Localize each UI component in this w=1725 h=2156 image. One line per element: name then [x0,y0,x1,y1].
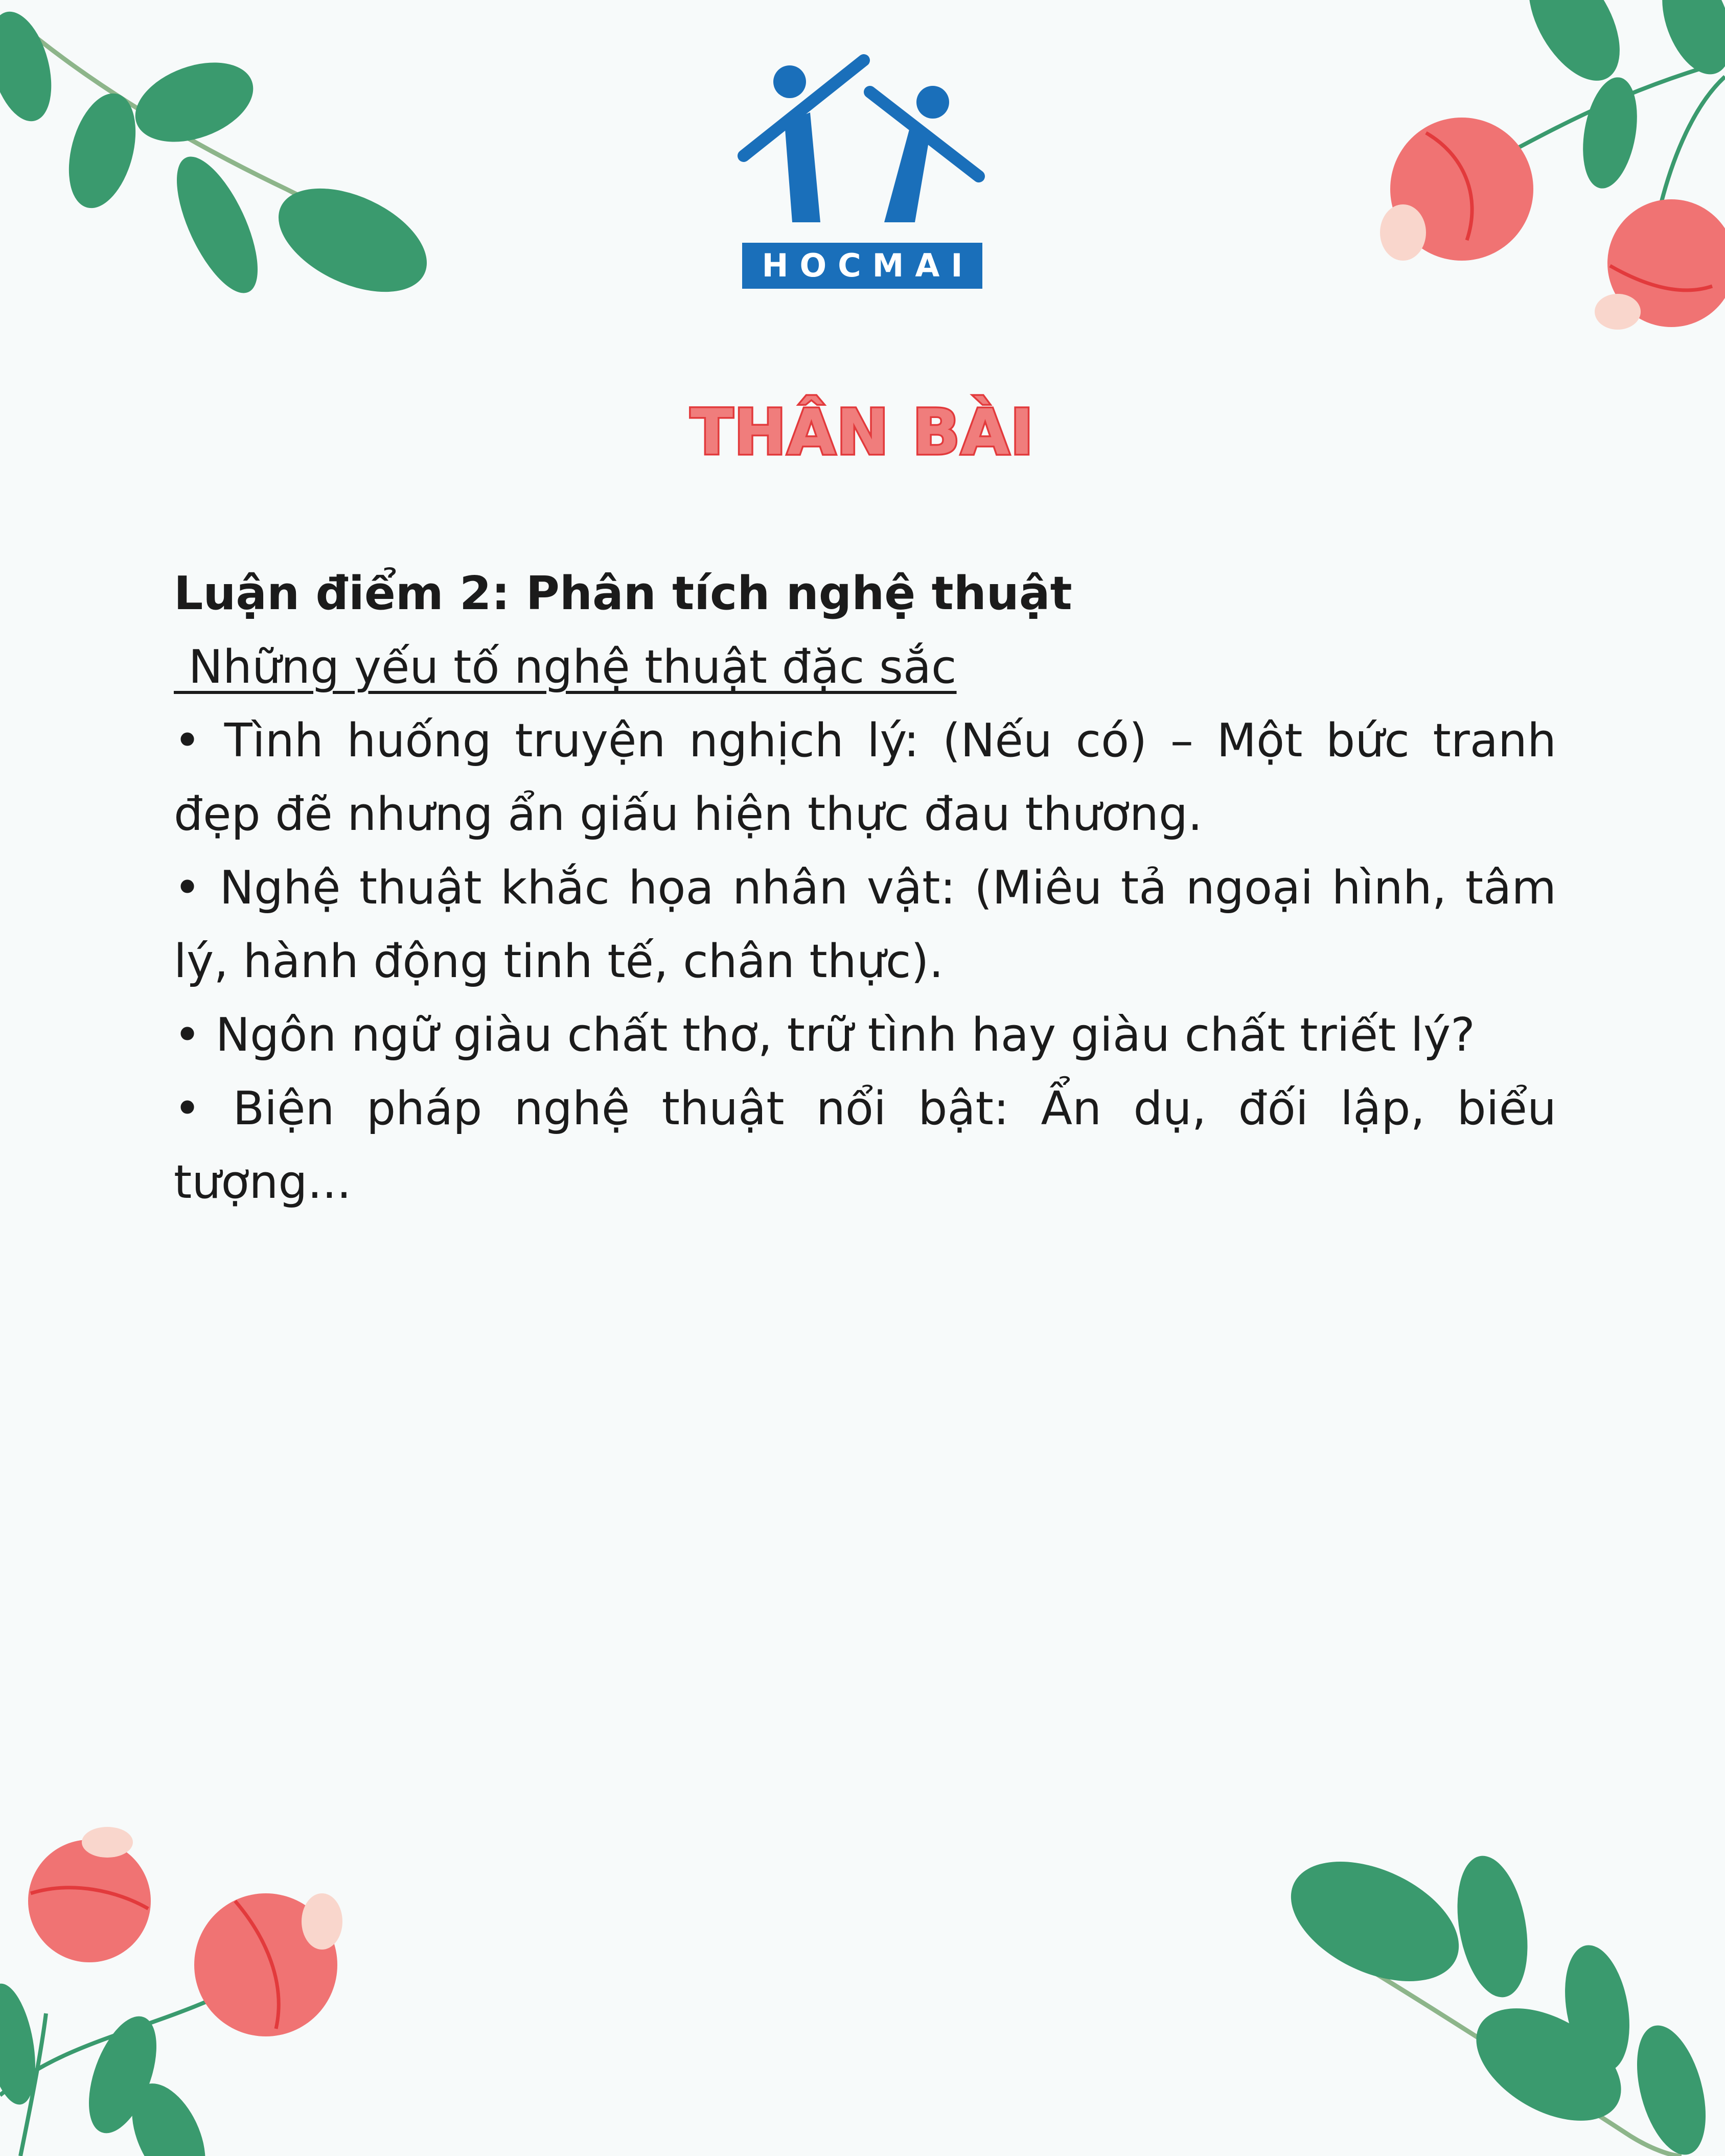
hocmai-logo-icon [736,51,986,235]
content-body [174,557,1556,1219]
bullet-item: • Ngôn ngữ giàu chất thơ, trữ tình hay giàu chất triết lý? [174,1008,1475,1062]
leaf-branch-icon [1222,1850,1725,2156]
flower-bud-icon [1370,0,1725,337]
leaf-branch-icon [0,0,440,317]
bullet-item: • Biện pháp nghệ thuật nổi bật: Ẩn dụ, đối lập, biểu tượng... [174,1082,1556,1209]
page-title: THÂN BÀI [690,396,1035,469]
hocmai-logo [736,51,986,291]
flower-bud-icon [0,1819,358,2156]
section-subheading: Những yếu tố nghệ thuật đặc sắc [174,640,957,694]
bullet-item: • Nghệ thuật khắc họa nhân vật: (Miêu tả ngoại hình, tâm lý, hành động tinh tế, chân thực). [174,861,1556,988]
bullet-item: • Tình huống truyện nghịch lý: (Nếu có) – Một bức tranh đẹp đẽ nhưng ẩn giấu hiện thực đau thương. [174,714,1556,841]
logo-wordmark: HOCMAI [742,243,982,289]
section-heading: Luận điểm 2: Phân tích nghệ thuật [174,567,1072,620]
